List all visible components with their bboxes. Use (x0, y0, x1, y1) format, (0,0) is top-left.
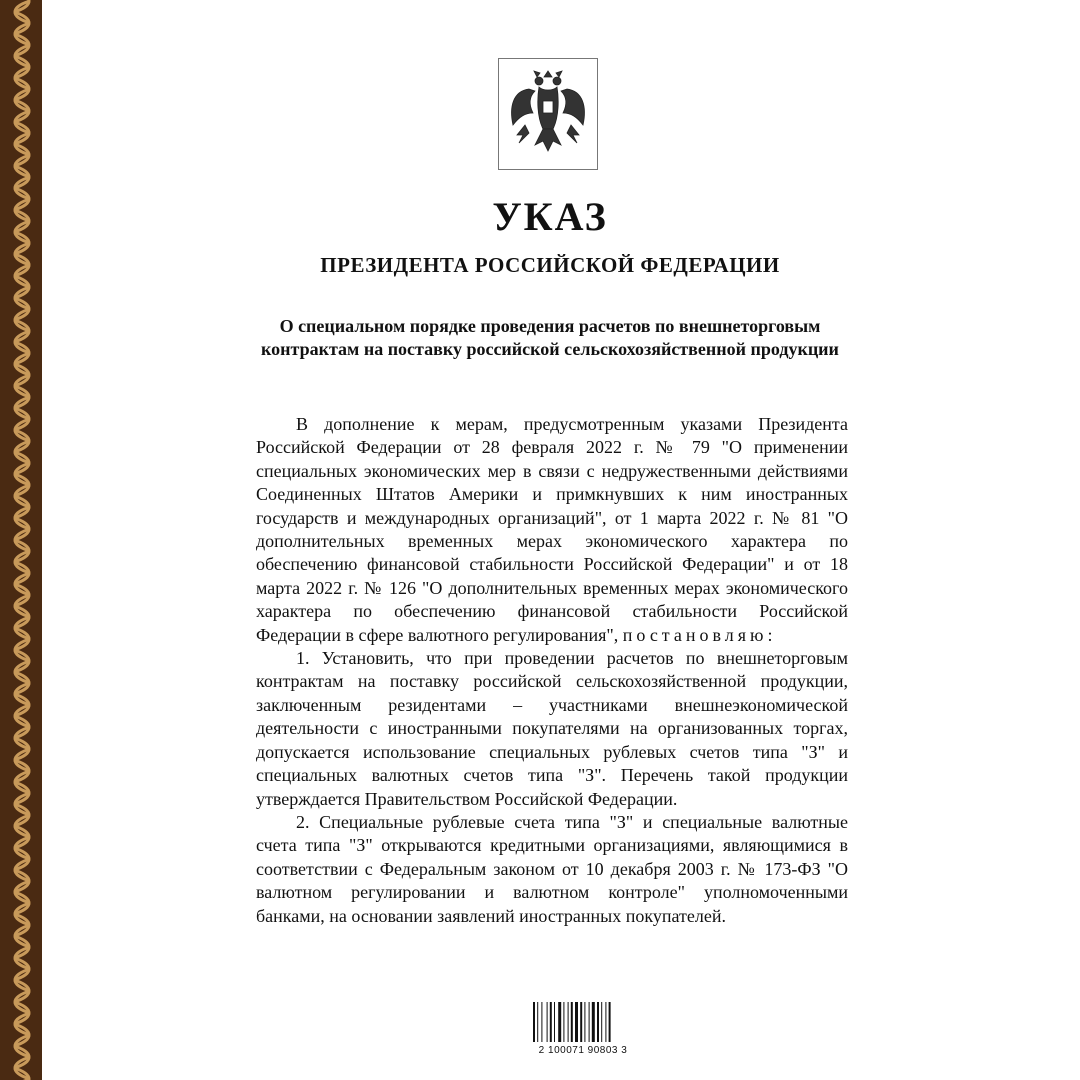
barcode-number: 2 100071 90803 3 (538, 1045, 628, 1056)
resolution-word: постановляю: (622, 624, 777, 645)
document-heading: О специальном порядке проведения расчетов по внешнеторговым контрактам на поставку российской сельскохозяйственной продукции (261, 316, 839, 359)
barcode (523, 990, 643, 1070)
document-body (256, 413, 848, 928)
paragraph-1: 1. Установить, что при проведении расчетов по внешнеторговым контрактам на поставку российской сельскохозяйственной продукции, заключенным резидентами – участниками внешнеэкономической деятельности с иностранными покупателями на организованных торгах, допускается использование специальных рублевых счетов типа "З" и специальных валютных счетов типа "З". Перечень такой продукции утверждается Правительством Российской Федерации. (256, 648, 848, 809)
preamble-text: В дополнение к мерам, предусмотренным указами Президента Российской Федерации от 28 февраля 2022 г. № 79 "О применении специальных экономических мер в связи с недружественными действиями Соединенных Штатов Америки и примкнувших к ним иностранных государств и международных организаций", от 1 марта 2022 г. № 81 "О дополнительных временных мерах экономического характера по обеспечению финансовой стабильности Российской Федерации" и от 18 марта 2022 г. № 126 "О дополнительных временных мерах экономического характера по обеспечению финансовой стабильности Российской Федерации в сфере валютного регулирования", (256, 414, 848, 645)
document-subtitle: ПРЕЗИДЕНТА РОССИЙСКОЙ ФЕДЕРАЦИИ (320, 253, 780, 277)
paragraph-2: 2. Специальные рублевые счета типа "З" и специальные валютные счета типа "З" открываются кредитными организациями, являющимися в соответствии с Федеральным законом от 10 декабря 2003 г. № 173-ФЗ "О валютном регулировании и валютном контроле" уполномоченными банками, на основании заявлений иностранных покупателей. (256, 811, 848, 926)
barcode-icon (523, 990, 643, 1045)
decorative-border (0, 0, 42, 1080)
document-page (42, 0, 1080, 1080)
coat-of-arms-icon (498, 58, 598, 170)
paragraph-preamble (256, 413, 848, 647)
document-title: УКАЗ (492, 194, 608, 239)
